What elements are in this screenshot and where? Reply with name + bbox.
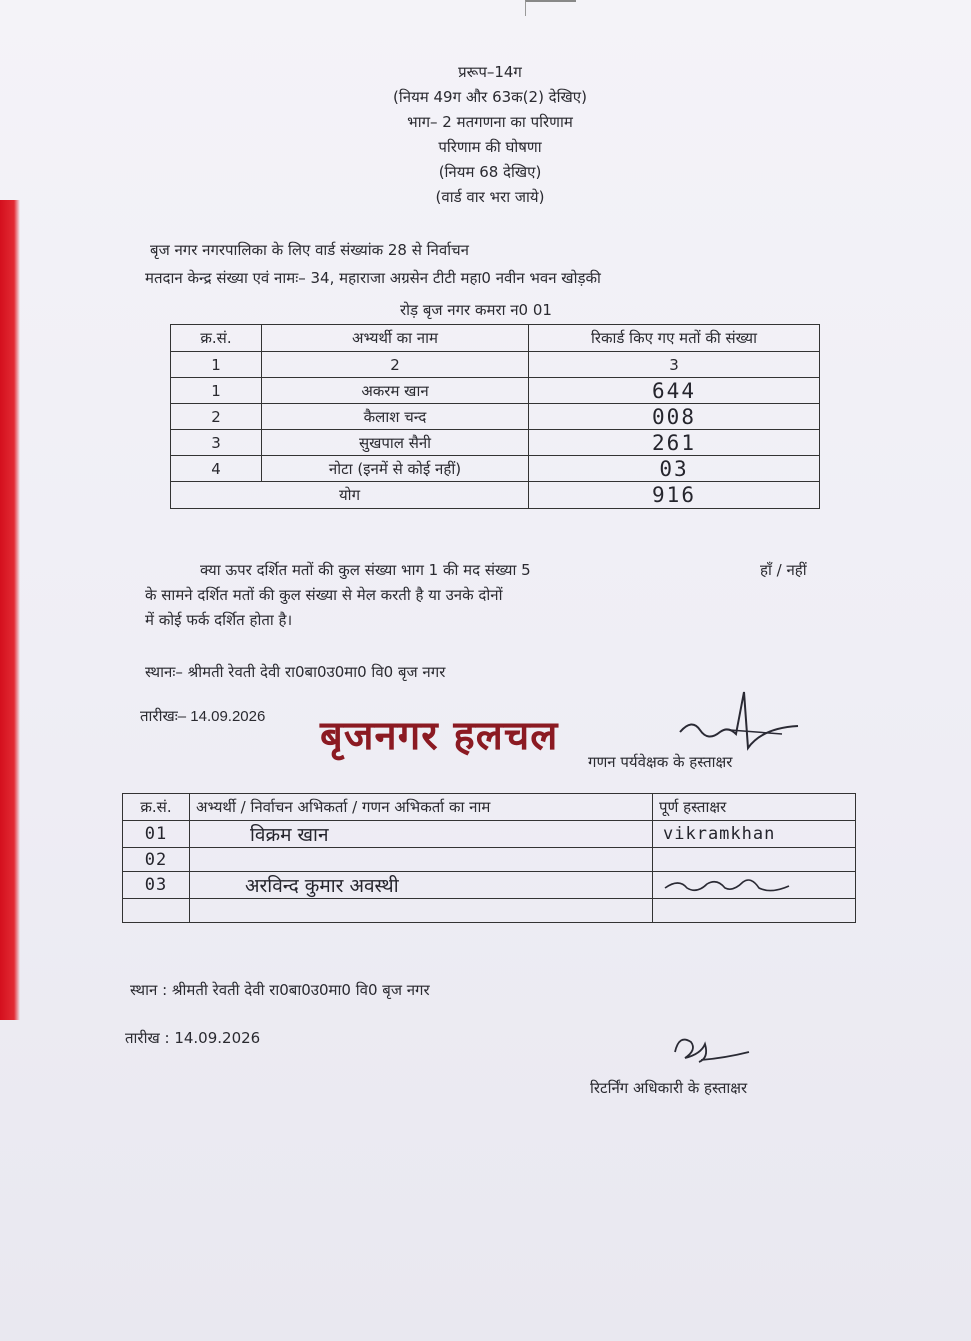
col-number-row bbox=[171, 352, 820, 378]
form-header bbox=[250, 62, 730, 212]
row-sno: 1 bbox=[171, 378, 262, 404]
col-number: 2 bbox=[262, 352, 529, 378]
col-header-signature: पूर्ण हस्ताक्षर bbox=[653, 794, 856, 821]
red-paper-edge bbox=[0, 200, 20, 1020]
form-number: प्ररूप–14ग bbox=[458, 63, 522, 81]
agent-signature-scribble bbox=[659, 874, 809, 898]
row-sno: 01 bbox=[123, 821, 190, 848]
table-row bbox=[123, 821, 856, 848]
vote-count: 261 bbox=[529, 430, 820, 456]
table-row bbox=[123, 848, 856, 872]
table-row bbox=[171, 456, 820, 482]
yes-no-answer: हाँ / नहीं bbox=[760, 561, 807, 579]
place-line-1: स्थानः– श्रीमती रेवती देवी रा0बा0उ0मा0 वि0 बृज नगर bbox=[145, 663, 446, 681]
halchal-stamp: बृजनगर हलचल bbox=[320, 713, 559, 759]
agent-signature bbox=[653, 872, 856, 899]
vote-count: 008 bbox=[529, 404, 820, 430]
row-sno: 3 bbox=[171, 430, 262, 456]
supervisor-label: गणन पर्यवेक्षक के हस्ताक्षर bbox=[588, 753, 733, 771]
part-title: भाग– 2 मतगणना का परिणाम bbox=[407, 113, 573, 131]
total-label: योग bbox=[171, 482, 529, 509]
row-sno: 02 bbox=[123, 848, 190, 872]
election-line-2: मतदान केन्द्र संख्या एवं नामः– 34, महाराजा अग्रसेन टीटी महा0 नवीन भवन खोड़की bbox=[145, 269, 601, 287]
candidate-name: सुखपाल सैनी bbox=[262, 430, 529, 456]
question-line-3: में कोई फर्क दर्शित होता है। bbox=[145, 611, 293, 629]
table-row bbox=[171, 378, 820, 404]
returning-officer-signature bbox=[665, 1030, 755, 1075]
question-line-1: क्या ऊपर दर्शित मतों की कुल संख्या भाग 1 की मद संख्या 5 bbox=[200, 561, 531, 579]
supervisor-signature bbox=[670, 690, 810, 755]
question-line-2: के सामने दर्शित मतों की कुल संख्या से मेल करती है या उनके दोनों bbox=[145, 586, 503, 604]
col-header-sno: क्र.सं. bbox=[171, 325, 262, 352]
table-row bbox=[171, 404, 820, 430]
col-number: 1 bbox=[171, 352, 262, 378]
col-header-agent-name: अभ्यर्थी / निर्वाचन अभिकर्ता / गणन अभिकर्ता का नाम bbox=[190, 794, 653, 821]
vote-count: 644 bbox=[529, 378, 820, 404]
row-sno: 2 bbox=[171, 404, 262, 430]
election-line-1: बृज नगर नगरपालिका के लिए वार्ड संख्यांक 28 से निर्वाचन bbox=[150, 241, 469, 259]
row-sno: 03 bbox=[123, 872, 190, 899]
candidate-name: कैलाश चन्द bbox=[262, 404, 529, 430]
table-row bbox=[123, 899, 856, 923]
returning-officer-label: रिटर्निंग अधिकारी के हस्ताक्षर bbox=[590, 1079, 748, 1097]
agents-table bbox=[122, 793, 856, 923]
row-sno bbox=[123, 899, 190, 923]
ward-wise-note: (वार्ड वार भरा जाये) bbox=[435, 188, 545, 206]
results-header-row bbox=[171, 325, 820, 352]
col-header-name: अभ्यर्थी का नाम bbox=[262, 325, 529, 352]
declaration-title: परिणाम की घोषणा bbox=[438, 138, 542, 156]
agent-signature: vikramkhan bbox=[653, 821, 856, 848]
table-row bbox=[123, 872, 856, 899]
col-number: 3 bbox=[529, 352, 820, 378]
col-header-sno: क्र.सं. bbox=[123, 794, 190, 821]
total-votes: 916 bbox=[529, 482, 820, 509]
agent-name bbox=[190, 899, 653, 923]
place-line-2: स्थान : श्रीमती रेवती देवी रा0बा0उ0मा0 वि0 बृज नगर bbox=[130, 981, 430, 999]
vote-count: 03 bbox=[529, 456, 820, 482]
top-edge-marks bbox=[525, 0, 576, 16]
agents-header-row bbox=[123, 794, 856, 821]
date-line-1: तारीखः– 14.09.2026 bbox=[140, 708, 266, 725]
election-line-3: रोड़ बृज नगर कमरा न0 01 bbox=[400, 301, 552, 319]
candidate-name: नोटा (इनमें से कोई नहीं) bbox=[262, 456, 529, 482]
agent-name: विक्रम खान bbox=[190, 821, 653, 848]
date-line-2: तारीख : 14.09.2026 bbox=[125, 1029, 261, 1047]
row-sno: 4 bbox=[171, 456, 262, 482]
rule-reference: (नियम 49ग और 63क(2) देखिए) bbox=[393, 88, 587, 106]
agent-signature bbox=[653, 848, 856, 872]
agent-name: अरविन्द कुमार अवस्थी bbox=[190, 872, 653, 899]
table-row bbox=[171, 430, 820, 456]
agent-signature bbox=[653, 899, 856, 923]
total-row bbox=[171, 482, 820, 509]
agent-name bbox=[190, 848, 653, 872]
candidate-name: अकरम खान bbox=[262, 378, 529, 404]
rule-68-reference: (नियम 68 देखिए) bbox=[438, 163, 542, 181]
results-table bbox=[170, 324, 820, 509]
col-header-votes: रिकार्ड किए गए मतों की संख्या bbox=[529, 325, 820, 352]
